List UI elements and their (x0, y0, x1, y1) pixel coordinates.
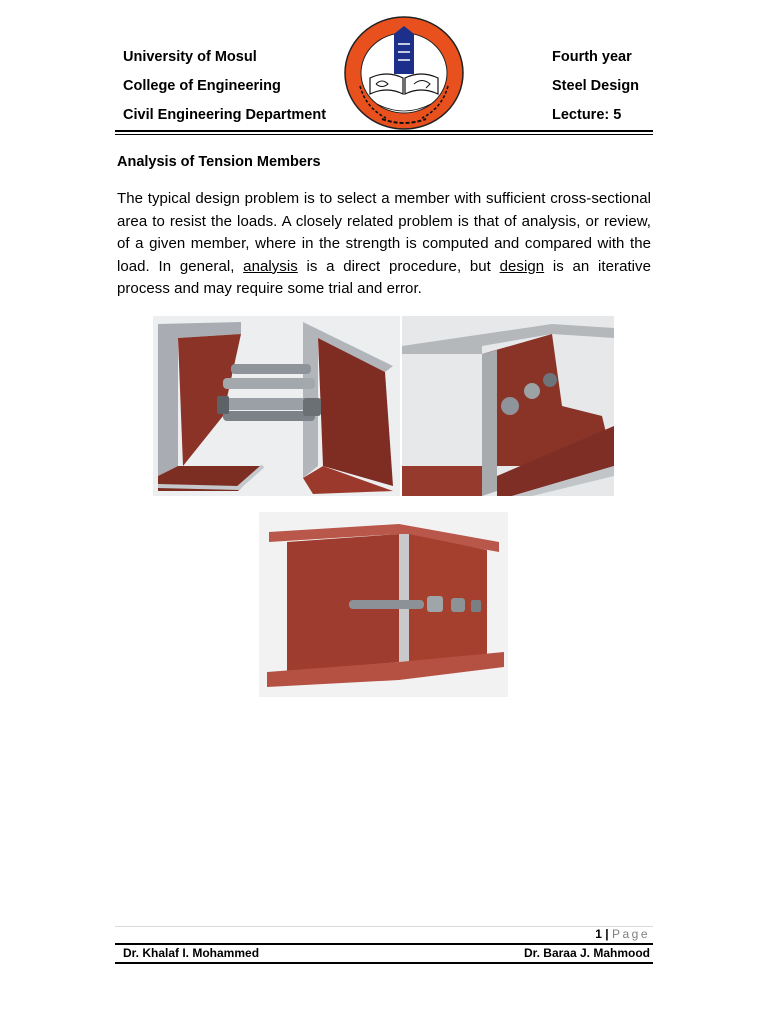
bolted-tee-sections-photo (402, 316, 614, 496)
college-name: College of Engineering (123, 78, 281, 94)
term-design: design (499, 257, 545, 275)
footer-author-right: Dr. Baraa J. Mahmood (523, 946, 650, 960)
university-of-mosul-seal-icon (342, 14, 466, 132)
double-channel-with-bolts-photo (153, 316, 400, 496)
footer-rule-bottom (115, 962, 653, 964)
university-name: University of Mosul (123, 49, 257, 65)
header-rule-thin (115, 134, 653, 135)
paragraph-text-2: is a direct procedure, but (297, 257, 500, 275)
header-left-block (123, 43, 326, 130)
year-label: Fourth year (552, 49, 632, 65)
paragraph-text-1: The typical design problem is to select a member with sufficient cross-sectional area to resist the loads. A closely related problem is that of analysis, or review, of a given member, where in the strength is computed and compared with the load. In general, (117, 190, 651, 275)
page-number-separator: | (605, 927, 609, 941)
course-label: Steel Design (552, 78, 640, 94)
footer-author-left: Dr. Khalaf I. Mohammed (123, 946, 260, 960)
paragraph-text-3: is an iterative process and may require some trial and error. (117, 257, 651, 297)
section-title: Analysis of Tension Members (117, 154, 321, 170)
department-name: Civil Engineering Department (123, 107, 327, 123)
lecture-label: Lecture: 5 (552, 107, 622, 123)
footer-rule-light (115, 926, 653, 927)
double-i-section-red-photo (259, 512, 508, 697)
footer-rule-top (115, 943, 653, 945)
page-number-value: 1 (595, 927, 602, 941)
body-paragraph (117, 188, 651, 301)
header-right-block (552, 43, 639, 130)
header-rule-thick (115, 130, 653, 132)
page-word: Page (611, 927, 650, 941)
page-number (595, 927, 650, 941)
term-analysis: analysis (243, 257, 298, 275)
